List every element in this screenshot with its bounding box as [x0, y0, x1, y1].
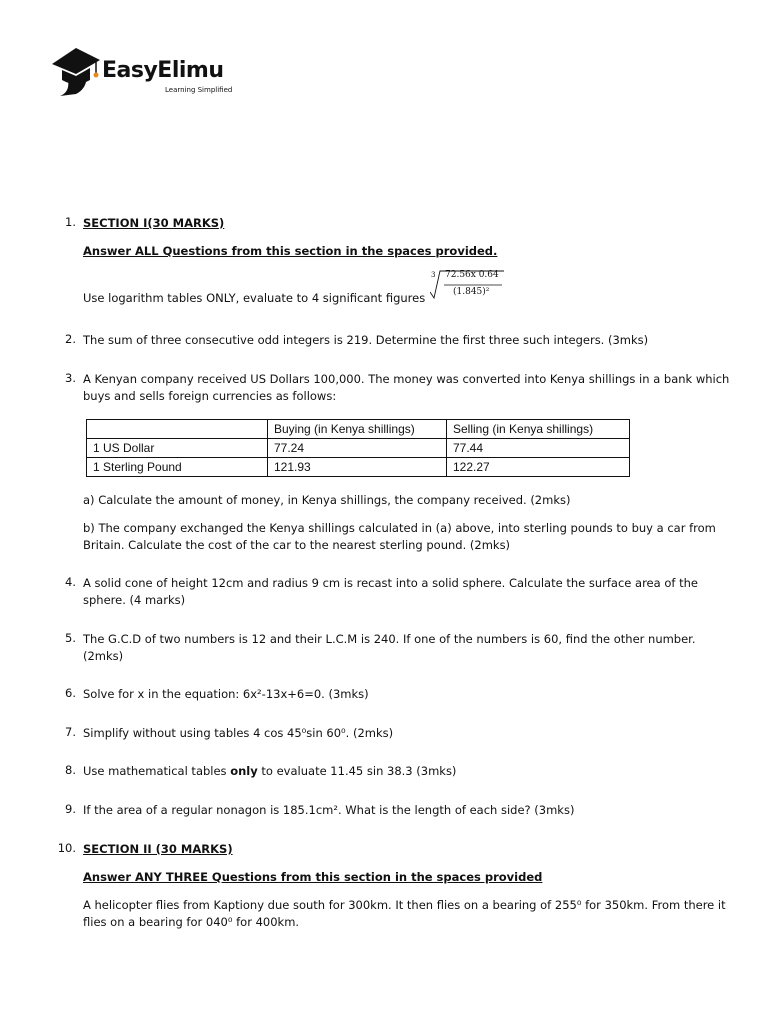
question-text: If the area of a regular nonagon is 185.1cm². What is the length of each side? (3mks)	[83, 803, 575, 817]
section-instruction: Answer ALL Questions from this section in the spaces provided.	[83, 244, 498, 258]
question-text: The G.C.D of two numbers is 12 and their L.C.M is 240. If one of the numbers is 60, find the other number. (2mks)	[83, 632, 696, 663]
question-body	[83, 215, 733, 260]
question-number: 4.	[65, 575, 76, 589]
section-heading: SECTION I(30 MARKS)	[83, 216, 225, 230]
fraction-numerator: 72.56x 0.64	[445, 270, 499, 280]
question-number: 6.	[65, 686, 76, 700]
table-cell: 77.24	[268, 439, 447, 458]
text-segment: to evaluate 11.45 sin 38.3 (3mks)	[257, 764, 457, 778]
table-cell: Buying (in Kenya shillings)	[268, 420, 447, 439]
question-number: 10.	[57, 841, 76, 855]
emphasis-text: only	[230, 764, 258, 778]
question-text: a) Calculate the amount of money, in Kenya shillings, the company received. (2mks)	[83, 493, 571, 507]
question-text: Simplify without using tables 4 cos 45⁰sin 60⁰. (2mks)	[83, 726, 394, 740]
brand-tagline: Learning Simplified	[165, 86, 233, 94]
table-row	[87, 439, 630, 458]
root-index: 3	[431, 271, 436, 279]
section-heading: SECTION II (30 MARKS)	[83, 842, 233, 856]
question-text: A Kenyan company received US Dollars 100,000. The money was converted into Kenya shillings in a bank which buys and sells foreign currencies as follows:	[83, 372, 730, 403]
question-number: 9.	[65, 802, 76, 816]
graduation-cap-icon	[50, 44, 106, 100]
brand-name: EasyElimu	[102, 58, 224, 83]
table-cell: 1 US Dollar	[87, 439, 268, 458]
question-number: 1.	[65, 215, 76, 229]
currency-table	[86, 419, 630, 477]
question-body	[83, 841, 733, 931]
fraction-denominator: (1.845)²	[453, 287, 490, 297]
table-cell: 1 Sterling Pound	[87, 458, 268, 477]
text-segment: Use mathematical tables	[83, 764, 231, 778]
table-header-row	[87, 420, 630, 439]
table-cell: 77.44	[447, 439, 630, 458]
table-cell: 121.93	[268, 458, 447, 477]
table-cell	[87, 420, 268, 439]
question-text	[83, 763, 733, 780]
table-cell: 122.27	[447, 458, 630, 477]
table-row	[87, 458, 630, 477]
question-text: b) The company exchanged the Kenya shillings calculated in (a) above, into sterling pounds to buy a car from Britain. Calculate the cost of the car to the nearest sterling pound. (2mks)	[83, 521, 716, 552]
question-text: Use logarithm tables ONLY, evaluate to 4 significant figures	[83, 291, 426, 305]
question-text: A solid cone of height 12cm and radius 9 cm is recast into a solid sphere. Calculate the surface area of the sphere. (4 marks)	[83, 576, 698, 607]
question-number: 7.	[65, 725, 76, 739]
question-number: 8.	[65, 763, 76, 777]
section-instruction: Answer ANY THREE Questions from this section in the spaces provided	[83, 870, 543, 884]
question-text: The sum of three consecutive odd integers is 219. Determine the first three such integers. (3mks)	[83, 333, 649, 347]
question-number: 3.	[65, 371, 76, 385]
question-text: Solve for x in the equation: 6x²-13x+6=0. (3mks)	[83, 687, 369, 701]
question-number: 2.	[65, 332, 76, 346]
table-cell: Selling (in Kenya shillings)	[447, 420, 630, 439]
brand-logo	[50, 44, 250, 100]
question-text: A helicopter flies from Kaptiony due south for 300km. It then flies on a bearing of 255⁰ for 350km. From there it flies on a bearing for 040⁰ for 400km.	[83, 898, 726, 929]
question-number: 5.	[65, 631, 76, 645]
